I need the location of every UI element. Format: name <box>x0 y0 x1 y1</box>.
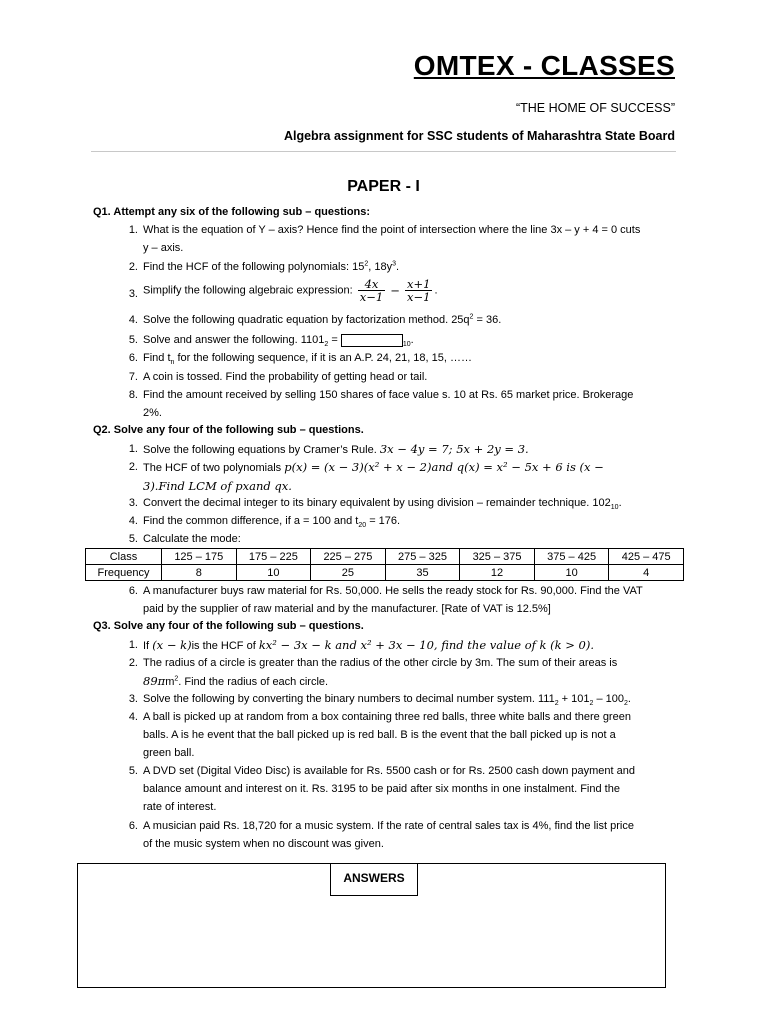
motto: “THE HOME OF SUCCESS” <box>515 101 675 115</box>
table-row: Frequency 8 10 25 35 12 10 4 <box>86 565 684 581</box>
fraction-1: $\frac{4x}{x-1}$ <box>359 277 384 304</box>
paper-title: PAPER - I <box>347 178 420 195</box>
answers-label: ANSWERS <box>330 863 418 896</box>
q2-heading: Q2. Solve any four of the following sub – questions. <box>93 424 364 436</box>
subtitle: Algebra assignment for SSC students of Maharashtra State Board <box>283 129 675 143</box>
answer-blank-box <box>341 334 403 347</box>
table-row: Class 125 – 175 175 – 225 225 – 275 275 – 325 325 – 375 375 – 425 425 – 475 <box>86 549 684 565</box>
mode-frequency-table <box>85 548 684 581</box>
page-title: OMTEX - CLASSES <box>413 50 675 81</box>
q1-heading: Q1. Attempt any six of the following sub – questions: <box>93 206 371 218</box>
header-divider <box>91 151 676 152</box>
fraction-2: $\frac{x+1}{x-1}$ <box>407 277 431 304</box>
q3-heading: Q3. Solve any four of the following sub – questions. <box>93 620 364 632</box>
